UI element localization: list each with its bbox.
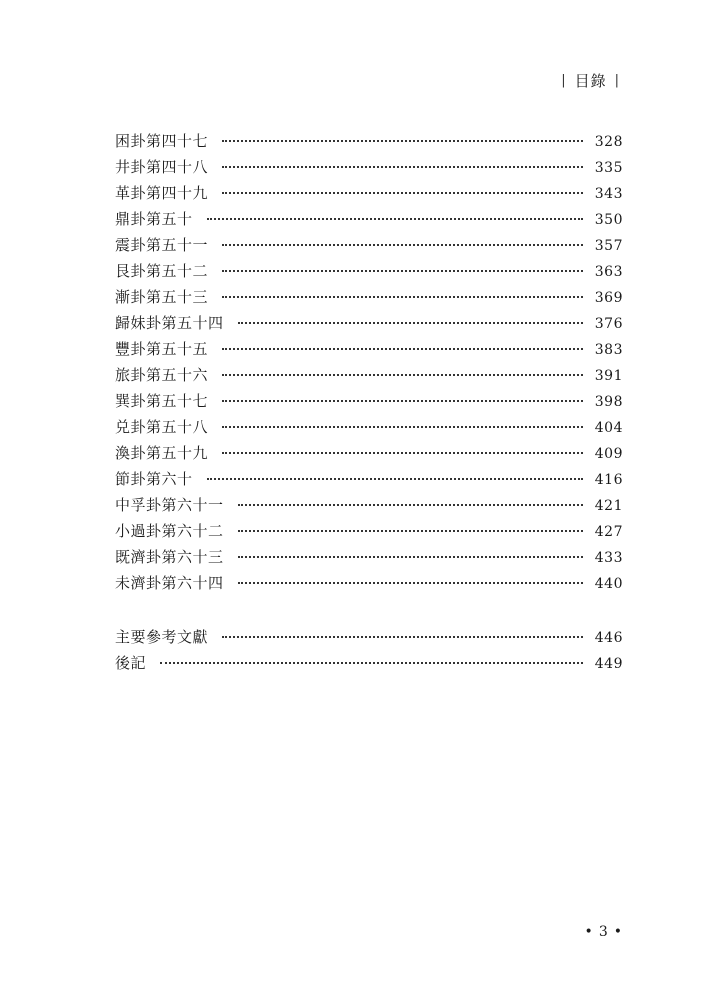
dot-leader <box>207 218 583 220</box>
toc-entry-page: 427 <box>594 524 623 540</box>
toc-entry-page: 449 <box>594 656 623 672</box>
toc-entry-page: 369 <box>594 290 623 306</box>
dot-leader <box>238 322 583 324</box>
toc-entry[interactable] <box>115 182 623 208</box>
dot-leader <box>222 192 583 194</box>
toc-entry[interactable] <box>115 260 623 286</box>
toc-entry-title: 歸妹卦第五十四 <box>115 314 224 332</box>
back-matter-list <box>115 626 623 678</box>
dot-leader <box>222 296 583 298</box>
toc-entry-page: 440 <box>594 576 623 592</box>
toc-entry[interactable] <box>115 572 623 598</box>
dot-leader <box>207 478 583 480</box>
page-footer <box>585 924 622 940</box>
toc-entry[interactable] <box>115 234 623 260</box>
toc-entry-title: 鼎卦第五十 <box>115 210 193 228</box>
toc-entry-title: 豐卦第五十五 <box>115 340 209 358</box>
toc-entry-title: 小過卦第六十二 <box>115 522 224 540</box>
dot-leader <box>238 504 583 506</box>
toc-entry-title: 渙卦第五十九 <box>115 444 209 462</box>
toc-entry[interactable] <box>115 546 623 572</box>
toc-entry-title: 井卦第四十八 <box>115 158 209 176</box>
toc-entry-references[interactable] <box>115 626 623 652</box>
toc-entry-page: 343 <box>594 186 623 202</box>
toc-entry-page: 404 <box>594 420 623 436</box>
dot-leader <box>238 530 583 532</box>
dot-leader <box>222 244 583 246</box>
toc-entry-title: 既濟卦第六十三 <box>115 548 224 566</box>
toc-entry[interactable] <box>115 468 623 494</box>
toc-entry-title: 未濟卦第六十四 <box>115 574 224 592</box>
dot-leader <box>222 348 583 350</box>
header-bar-left: | <box>561 73 567 88</box>
toc-entry-title: 困卦第四十七 <box>115 132 209 150</box>
toc-entry[interactable] <box>115 520 623 546</box>
toc-entry[interactable] <box>115 208 623 234</box>
toc-entry-page: 433 <box>594 550 623 566</box>
dot-leader <box>222 426 583 428</box>
toc-entry-title: 中孚卦第六十一 <box>115 496 224 514</box>
toc-entry[interactable] <box>115 442 623 468</box>
toc-entry-page: 421 <box>594 498 623 514</box>
toc-list <box>115 130 623 598</box>
toc-entry-page: 350 <box>594 212 623 228</box>
toc-entry-page: 398 <box>594 394 623 410</box>
dot-leader <box>222 374 583 376</box>
dot-leader <box>238 556 583 558</box>
toc-entry-page: 335 <box>594 160 623 176</box>
toc-entry[interactable] <box>115 130 623 156</box>
toc-entry[interactable] <box>115 286 623 312</box>
dot-leader <box>222 636 583 638</box>
header-title: 目錄 <box>574 72 607 90</box>
toc-entry[interactable] <box>115 156 623 182</box>
running-header <box>561 70 620 91</box>
dot-leader <box>222 270 583 272</box>
page-number: 3 <box>598 924 608 940</box>
toc-entry-title: 旅卦第五十六 <box>115 366 209 384</box>
toc-entry-page: 391 <box>594 368 623 384</box>
toc-entry-page: 363 <box>594 264 623 280</box>
footer-dot-left: • <box>584 924 593 940</box>
dot-leader <box>238 582 583 584</box>
toc-entry-afterword[interactable] <box>115 652 623 678</box>
toc-entry-page: 328 <box>594 134 623 150</box>
footer-dot-right: • <box>613 924 622 940</box>
toc-entry-title: 革卦第四十九 <box>115 184 209 202</box>
toc-entry[interactable] <box>115 312 623 338</box>
toc-entry-title: 節卦第六十 <box>115 470 193 488</box>
toc-entry-page: 383 <box>594 342 623 358</box>
toc-entry-title: 主要參考文獻 <box>115 628 209 646</box>
dot-leader <box>222 400 583 402</box>
toc-entry[interactable] <box>115 338 623 364</box>
toc-entry-page: 446 <box>594 630 623 646</box>
toc-entry-page: 357 <box>594 238 623 254</box>
toc-entry-title: 巽卦第五十七 <box>115 392 209 410</box>
dot-leader <box>222 140 583 142</box>
toc-entry[interactable] <box>115 494 623 520</box>
toc-entry-page: 416 <box>594 472 623 488</box>
toc-entry-title: 兑卦第五十八 <box>115 418 209 436</box>
toc-entry[interactable] <box>115 364 623 390</box>
toc-entry-title: 艮卦第五十二 <box>115 262 209 280</box>
header-bar-right: | <box>614 73 620 88</box>
toc-entry[interactable] <box>115 416 623 442</box>
toc-entry-title: 漸卦第五十三 <box>115 288 209 306</box>
toc-entry[interactable] <box>115 390 623 416</box>
dot-leader <box>222 166 583 168</box>
toc-entry-title: 震卦第五十一 <box>115 236 209 254</box>
dot-leader <box>222 452 583 454</box>
dot-leader <box>160 662 583 664</box>
toc-entry-page: 409 <box>594 446 623 462</box>
toc-entry-title: 後記 <box>115 654 147 672</box>
toc-entry-page: 376 <box>594 316 623 332</box>
